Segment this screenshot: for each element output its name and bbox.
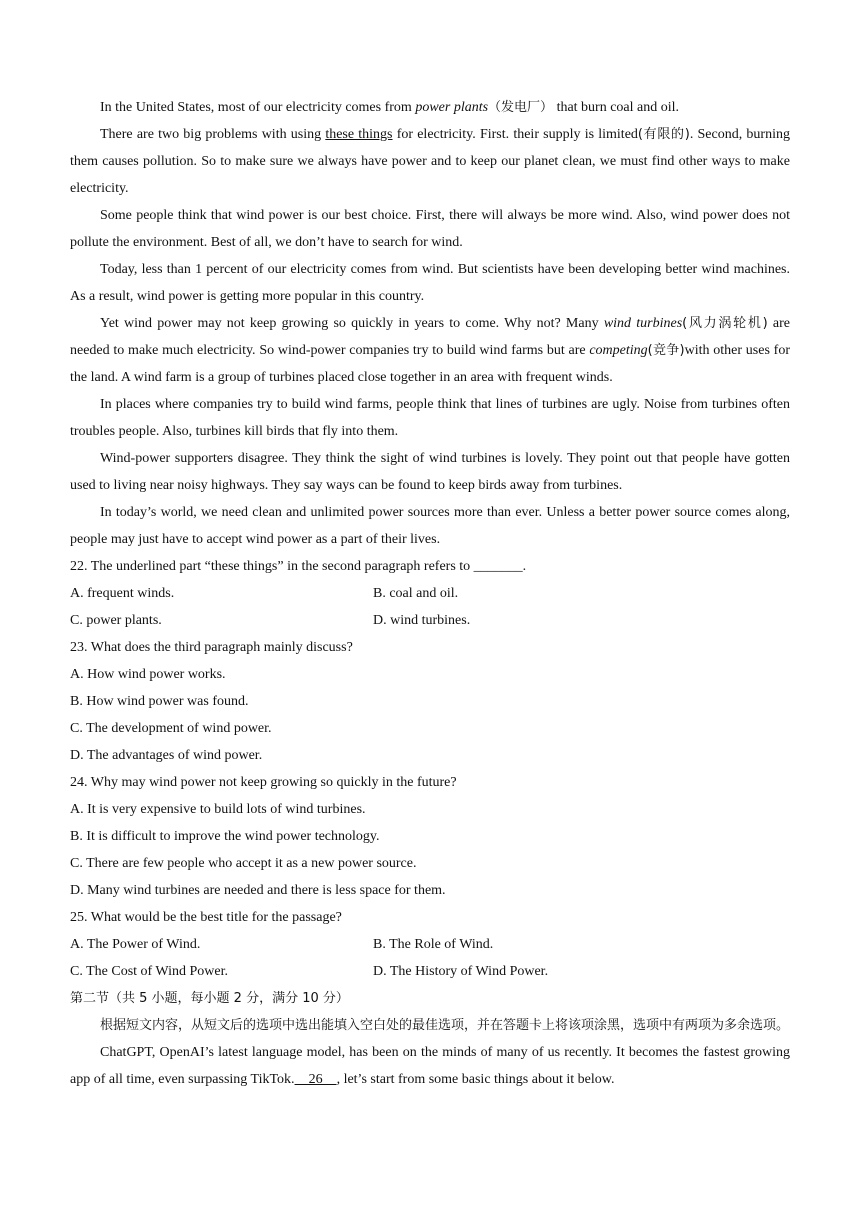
p1-text-a: In the United States, most of our electricity comes from [100, 100, 416, 115]
question-22-option-b: B. coal and oil. [373, 586, 459, 601]
question-24-stem: 24. Why may wind power not keep growing so quickly in the future? [70, 775, 457, 790]
p5-gloss-1: (风力涡轮机) [682, 316, 768, 331]
question-23-option-a: A. How wind power works. [70, 667, 226, 682]
paragraph-2 [70, 121, 790, 202]
p2-text-b: for electricity. First. their supply is limited [392, 127, 638, 142]
p5-term-1: wind turbines [603, 316, 683, 331]
p1-gloss: （发电厂） [488, 100, 554, 115]
question-23-option-d: D. The advantages of wind power. [70, 748, 263, 763]
p1-text-b: that burn coal and oil. [553, 100, 680, 115]
question-24-option-c: C. There are few people who accept it as a new power source. [70, 856, 417, 871]
question-24-option-d: D. Many wind turbines are needed and there is less space for them. [70, 883, 446, 898]
question-25-options-row-2 [70, 958, 790, 985]
section-2-passage-text-a: ChatGPT, OpenAI’s latest language model, has been on the minds of many of us recently. It becomes the fastest growing app of all time, even surpassing TikTok. [70, 1045, 790, 1087]
question-23-stem: 23. What does the third paragraph mainly discuss? [70, 640, 353, 655]
p2-gloss: (有限的) [637, 127, 690, 142]
section-2-passage-intro [70, 1039, 790, 1093]
question-25-options-row-1 [70, 931, 790, 958]
paragraph-3: Some people think that wind power is our best choice. First, there will always be more wind. Also, wind power does not pollute the environment. Best of all, we don’t have to search for wind. [70, 208, 790, 250]
question-23-option-b: B. How wind power was found. [70, 694, 249, 709]
section-2-passage-text-b: , let’s start from some basic things about it below. [336, 1072, 615, 1087]
question-25-option-d: D. The History of Wind Power. [373, 964, 549, 979]
p1-term: power plants [415, 100, 489, 115]
paragraph-5 [70, 310, 790, 391]
question-22-option-c: C. power plants. [70, 613, 162, 628]
p2-text-a: There are two big problems with using [100, 127, 326, 142]
paragraph-4: Today, less than 1 percent of our electricity comes from wind. But scientists have been developing better wind machines. As a result, wind power is getting more popular in this country. [70, 262, 790, 304]
p5-term-2: competing [589, 343, 648, 358]
reading-section [70, 94, 790, 1093]
question-22-option-a: A. frequent winds. [70, 586, 175, 601]
p2-underlined-phrase: these things [325, 127, 393, 142]
paragraph-7: Wind-power supporters disagree. They think the sight of wind turbines is lovely. They point out that people have gotten used to living near noisy highways. They say ways can be found to keep birds away from turbines. [70, 451, 790, 493]
question-23-option-c: C. The development of wind power. [70, 721, 272, 736]
question-25-option-b: B. The Role of Wind. [373, 937, 494, 952]
section-2-heading: 第二节（共 5 小题，每小题 2 分，满分 10 分） [70, 991, 349, 1006]
blank-26: 26 [294, 1072, 337, 1087]
question-24-option-a: A. It is very expensive to build lots of wind turbines. [70, 802, 366, 817]
question-25-option-c: C. The Cost of Wind Power. [70, 964, 228, 979]
question-25-option-a: A. The Power of Wind. [70, 937, 201, 952]
section-2-instructions: 根据短文内容，从短文后的选项中选出能填入空白处的最佳选项，并在答题卡上将该项涂黑，选项中有两项为多余选项。 [100, 1018, 790, 1033]
p5-text-b: are needed to make much electricity. So wind-power companies try to build wind farms but are [70, 316, 790, 358]
question-24-option-b: B. It is difficult to improve the wind power technology. [70, 829, 380, 844]
question-25-stem: 25. What would be the best title for the passage? [70, 910, 342, 925]
p2-text-c: . Second, burning them causes pollution. So to make sure we always have power and to keep our planet clean, we must find other ways to make electricity. [70, 127, 790, 196]
paragraph-8: In today’s world, we need clean and unlimited power sources more than ever. Unless a better power source comes along, people may just have to accept wind power as a part of their lives. [70, 505, 790, 547]
p5-gloss-2: (竞争) [647, 343, 685, 358]
paragraph-6: In places where companies try to build wind farms, people think that lines of turbines are ugly. Noise from turbines often troubles people. Also, turbines kill birds that fly into them. [70, 397, 790, 439]
question-22-option-d: D. wind turbines. [373, 613, 471, 628]
p5-text-a: Yet wind power may not keep growing so quickly in years to come. Why not? Many [100, 316, 604, 331]
paragraph-1 [70, 94, 790, 121]
p5-text-c: with other uses for the land. A wind farm is a group of turbines placed close together in an area with frequent winds. [70, 343, 790, 385]
question-22-options-row-1 [70, 580, 790, 607]
question-22-stem: 22. The underlined part “these things” in the second paragraph refers to _______. [70, 559, 527, 574]
question-22-options-row-2 [70, 607, 790, 634]
